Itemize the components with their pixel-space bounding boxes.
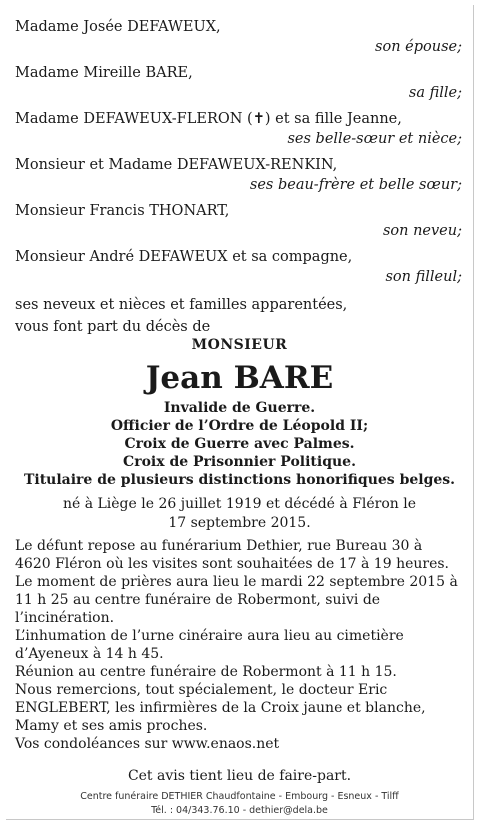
deceased-title: MONSIEUR <box>191 337 288 353</box>
family-entry <box>15 17 462 57</box>
funeral-home-line: Centre funéraire DETHIER Chaudfontaine - Embourg - Esneux - Tilff <box>80 791 399 802</box>
honors-list <box>6 399 473 489</box>
family-entry <box>15 201 462 241</box>
closing-line: Cet avis tient lieu de faire-part. <box>127 768 352 784</box>
honor-line: Titulaire de plusieurs distinctions honorifiques belges. <box>23 472 456 488</box>
family-name: Monsieur Francis THONART, <box>15 203 230 219</box>
honor-line: Officier de l’Ordre de Léopold II; <box>110 418 369 434</box>
family-relation: son filleul; <box>385 269 462 285</box>
family-name: Monsieur André DEFAWEUX et sa compagne, <box>15 249 353 265</box>
birth-death-line: 17 septembre 2015. <box>168 515 311 531</box>
family-entry <box>15 247 462 287</box>
family-relation: ses belle-sœur et nièce; <box>287 131 462 147</box>
family-name: Monsieur et Madame DEFAWEUX-RENKIN, <box>15 157 338 173</box>
family-entry <box>15 63 462 103</box>
intro-line: ses neveux et nièces et familles apparentées, <box>15 297 348 313</box>
family-relation: son neveu; <box>382 223 462 239</box>
honor-line: Invalide de Guerre. <box>163 400 316 416</box>
honor-line: Croix de Guerre avec Palmes. <box>124 436 355 452</box>
funeral-home-contact: Tél. : 04/343.76.10 - dethier@dela.be <box>151 805 328 816</box>
notice-paragraph: Nous remercions, tout spécialement, le docteur Eric ENGLEBERT, les infirmières de la Croix jaune et blanche, Mamy et ses amis proches. <box>15 682 426 734</box>
family-name: Madame Mireille BARE, <box>15 65 193 81</box>
obituary-notice <box>6 5 474 820</box>
notice-paragraph: Le défunt repose au funérarium Dethier, rue Bureau 30 à 4620 Fléron où les visites sont souhaitées de 17 à 19 heures. <box>15 538 449 572</box>
funeral-home-info <box>6 790 473 818</box>
family-name: Madame Josée DEFAWEUX, <box>15 19 221 35</box>
family-entry <box>15 155 462 195</box>
honor-line: Croix de Prisonnier Politique. <box>123 454 356 470</box>
birth-death-dates <box>6 495 473 533</box>
family-relation: son épouse; <box>375 39 462 55</box>
notice-paragraph: Vos condoléances sur www.enaos.net <box>15 736 280 752</box>
family-relation: ses beau-frère et belle sœur; <box>249 177 462 193</box>
notice-body <box>15 537 462 753</box>
family-list <box>15 17 462 293</box>
notice-paragraph: L’inhumation de l’urne cinéraire aura lieu au cimetière d’Ayeneux à 14 h 45. <box>15 628 404 662</box>
family-entry <box>15 109 462 149</box>
family-relation: sa fille; <box>408 85 462 101</box>
deceased-name: Jean BARE <box>145 360 334 396</box>
notice-paragraph: Réunion au centre funéraire de Robermont à 11 h 15. <box>15 664 397 680</box>
birth-death-line: né à Liège le 26 juillet 1919 et décédé à Fléron le <box>62 496 417 512</box>
family-name: Madame DEFAWEUX-FLERON (✝) et sa fille Jeanne, <box>15 111 402 127</box>
intro-text <box>15 294 462 338</box>
notice-paragraph: Le moment de prières aura lieu le mardi 22 septembre 2015 à 11 h 25 au centre funéraire de Robermont, suivi de l’incinération. <box>15 574 458 626</box>
intro-line: vous font part du décès de <box>15 319 211 335</box>
